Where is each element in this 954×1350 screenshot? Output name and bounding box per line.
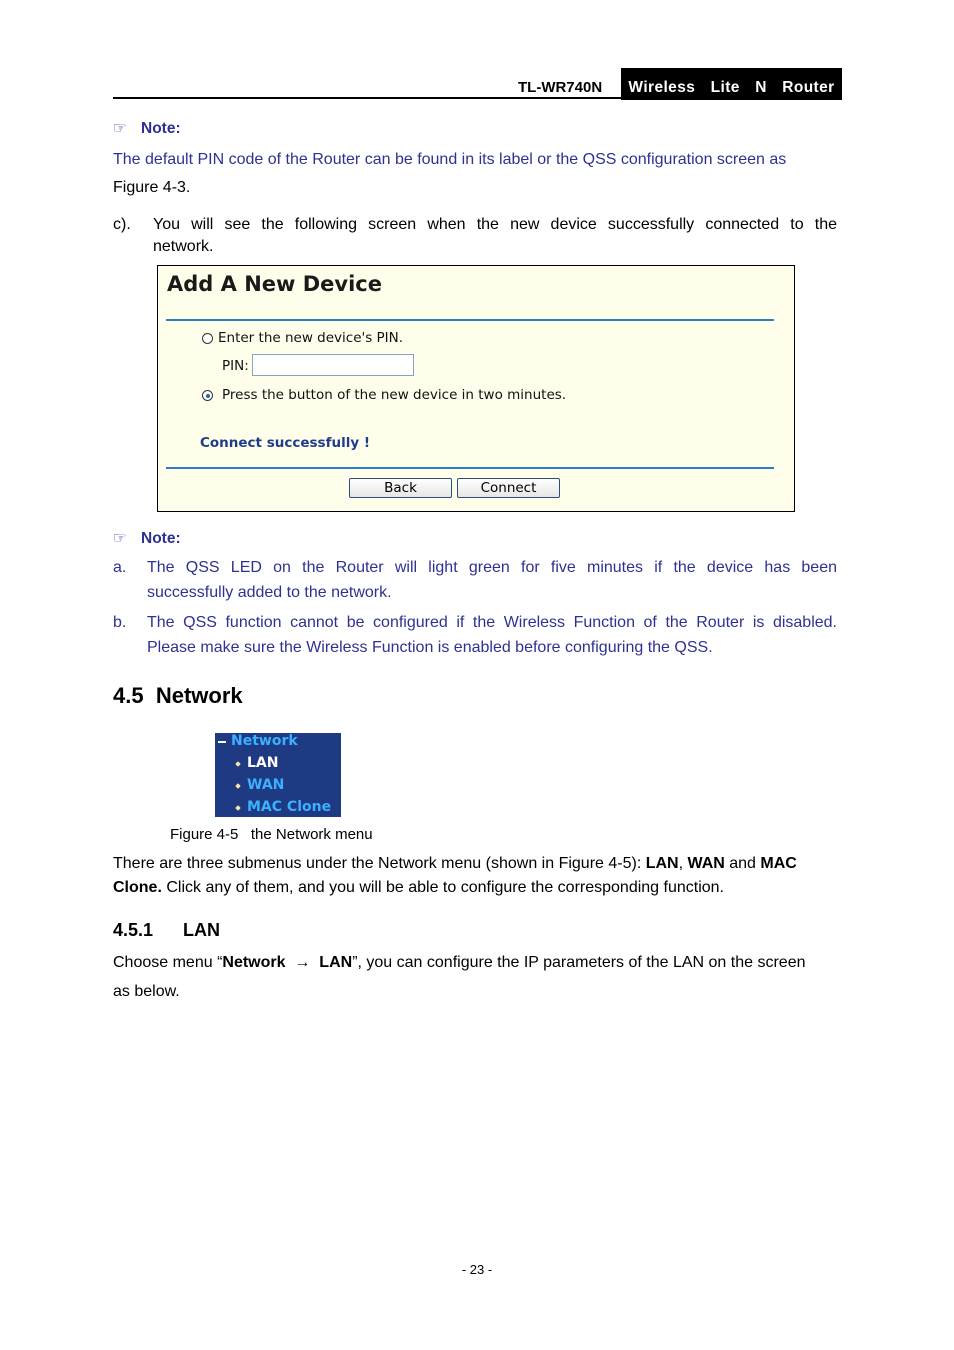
section-number: 4.5 [113,683,144,708]
para-2-line-2: as below. [113,983,180,1000]
note-1-line-1: The default PIN code of the Router can be found in its label or the QSS configuration screen as [113,151,787,168]
pin-option-radio[interactable] [202,333,213,344]
menu-item-wan[interactable]: WAN [247,777,285,793]
note-2-heading [113,529,181,548]
note-1-line-2: Figure 4-3. [113,179,191,196]
figure-caption [170,826,373,843]
add-device-panel [157,265,795,512]
menu-item-mac-clone[interactable]: MAC Clone [247,799,332,815]
para-2-prefix: Choose menu “ [113,954,223,971]
para-2-lan: LAN [319,954,353,971]
para-1-rest: Click any of them, and you will be able to configure the corresponding function. [161,879,724,896]
collapse-minus-icon[interactable] [218,741,226,743]
bullet-icon [235,783,241,789]
back-button[interactable]: Back [349,478,452,498]
button-option-label: Press the button of the new device in two minutes. [222,387,567,403]
para-2-suffix: ”, you can configure the IP parameters of the LAN on the screen [352,954,806,971]
subsection-number: 4.5.1 [113,920,154,940]
subsection-heading [113,920,220,941]
menu-header-network[interactable]: Network [231,733,298,749]
note-2-b-marker: b. [113,614,127,631]
panel-top-rule [166,319,774,321]
para-1-wan: WAN [687,855,725,872]
subsection-title: LAN [183,920,221,940]
right-arrow-icon: → [294,954,311,971]
note-1-label: Note: [141,120,181,137]
note-2-a-line-1: The QSS LED on the Router will light green for five minutes if the device has been [147,559,837,576]
note-2-a-marker: a. [113,559,127,576]
network-menu [215,733,341,817]
para-1-clone: Clone. [113,879,162,896]
step-c-line-2: network. [153,238,214,255]
para-2-line-1 [113,951,837,975]
note-2-b-line-2: Please make sure the Wireless Function is enabled before configuring the QSS. [147,639,713,656]
para-1-line-1 [113,852,837,876]
header-rule [113,97,842,99]
pointing-hand-icon: ☞ [113,530,127,547]
pointing-hand-icon: ☞ [113,120,127,137]
bullet-icon [235,761,241,767]
note-1-heading [113,119,181,138]
note-2-label: Note: [141,530,181,547]
para-1-mac: MAC [760,855,797,872]
menu-item-lan[interactable]: LAN [247,755,279,771]
pin-option-label: Enter the new device's PIN. [218,330,404,346]
connect-button[interactable]: Connect [457,478,560,498]
bullet-icon [235,805,241,811]
panel-title: Add A New Device [167,272,382,296]
para-1-text: There are three submenus under the Network menu (shown in Figure 4-5): [113,855,646,872]
figure-number: Figure 4-5 [170,826,239,843]
panel-bottom-rule [166,467,774,469]
para-2-network: Network [222,954,286,971]
pin-input[interactable] [252,354,414,376]
figure-caption-text: the Network menu [250,826,373,843]
para-1-line-2 [113,876,724,900]
para-1-lan: LAN [645,855,679,872]
button-option-radio[interactable] [202,390,213,401]
header-model: TL-WR740N [518,79,603,96]
header-product-box: Wireless Lite N Router [621,68,842,100]
para-1-comma: , [678,855,688,872]
section-title: Network [155,683,243,708]
section-heading [113,683,243,709]
note-2-a-line-2: successfully added to the network. [147,584,392,601]
page-number: - 23 - [461,1262,493,1277]
step-c-line-1: You will see the following screen when the new device successfully connected to the [153,216,837,233]
note-2-b-line-1: The QSS function cannot be configured if the Wireless Function of the Router is disabled. [147,614,837,631]
para-1-and: and [724,855,761,872]
step-c-marker: c). [113,216,131,233]
pin-label: PIN: [222,358,249,374]
status-message: Connect successfully ! [200,435,370,451]
